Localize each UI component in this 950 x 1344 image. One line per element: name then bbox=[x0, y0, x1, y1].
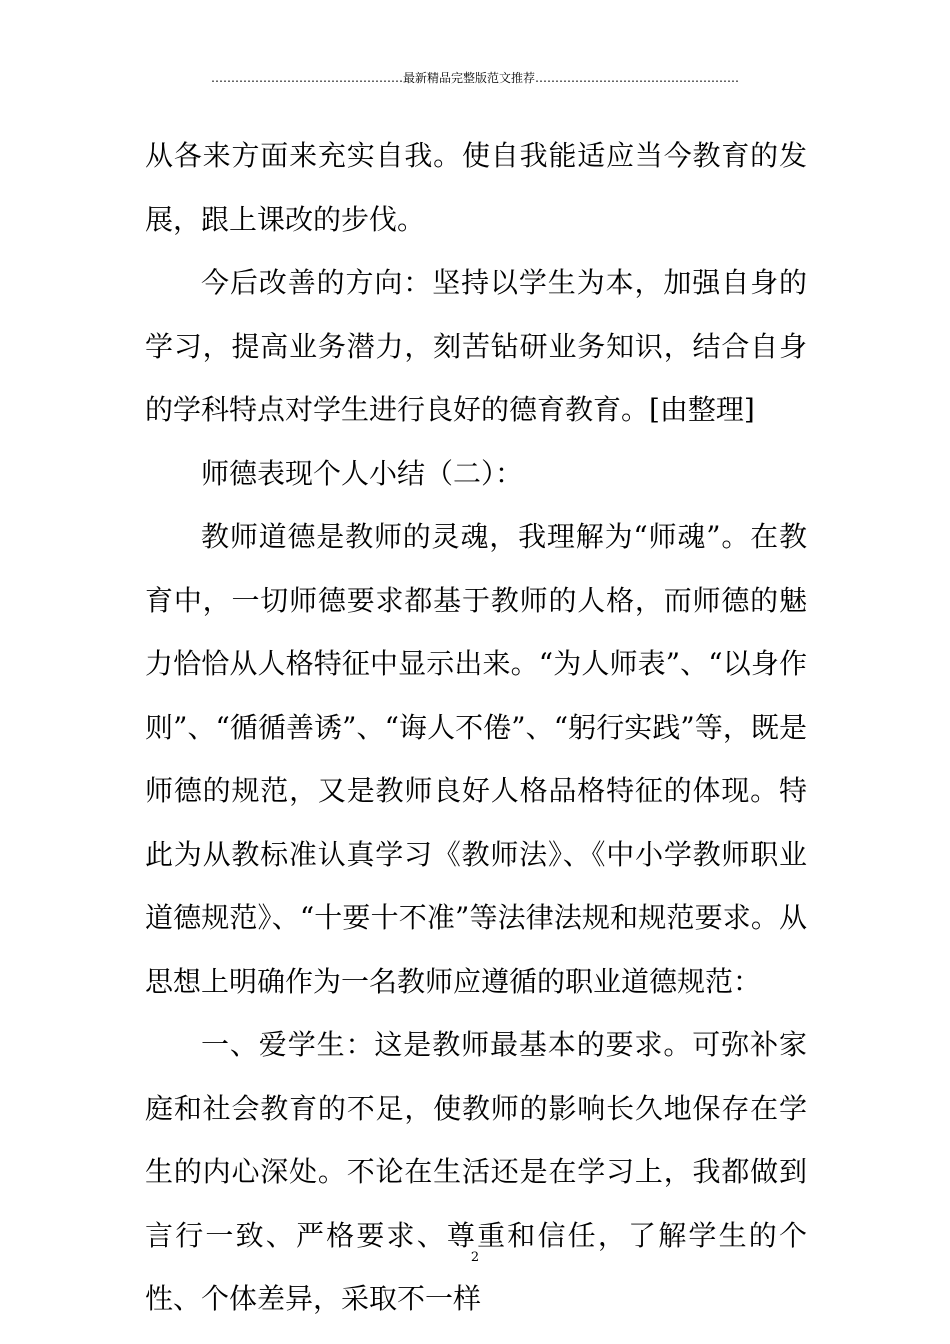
paragraph: 今后改善的方向：坚持以学生为本，加强自身的学习，提高业务潜力，刻苦钻研业务知识，结合自身的学科特点对学生进行良好的德育教育。[由整理] bbox=[145, 266, 807, 426]
document-body bbox=[145, 124, 807, 1331]
page-header: …………………………………………最新精品完整版范文推荐…………………………………………… bbox=[210, 71, 739, 85]
page-number: 2 bbox=[470, 1250, 480, 1265]
paragraph: 一、爱学生：这是教师最基本的要求。可弥补家庭和社会教育的不足，使教师的影响长久地保存在学生的内心深处。不论在生活还是在学习上，我都做到言行一致、严格要求、尊重和信任，了解学生的个性、个体差异，采取不一样 bbox=[145, 1028, 807, 1315]
paragraph: 从各来方面来充实自我。使自我能适应当今教育的发展，跟上课改的步伐。 bbox=[145, 139, 807, 236]
paragraph: 教师道德是教师的灵魂，我理解为“师魂”。在教育中，一切师德要求都基于教师的人格，而师德的魅力恰恰从人格特征中显示出来。“为人师表”、“以身作则”、“循循善诱”、“诲人不倦”、“躬行实践”等，既是师德的规范，又是教师良好人格品格特征的体现。特此为从教标准认真学习《教师法》、《中小学教师职业道德规范》、“十要十不准”等法律法规和规范要求。从思想上明确作为一名教师应遵循的职业道德规范： bbox=[145, 520, 807, 998]
section-heading: 师德表现个人小结（二）： bbox=[201, 456, 524, 490]
